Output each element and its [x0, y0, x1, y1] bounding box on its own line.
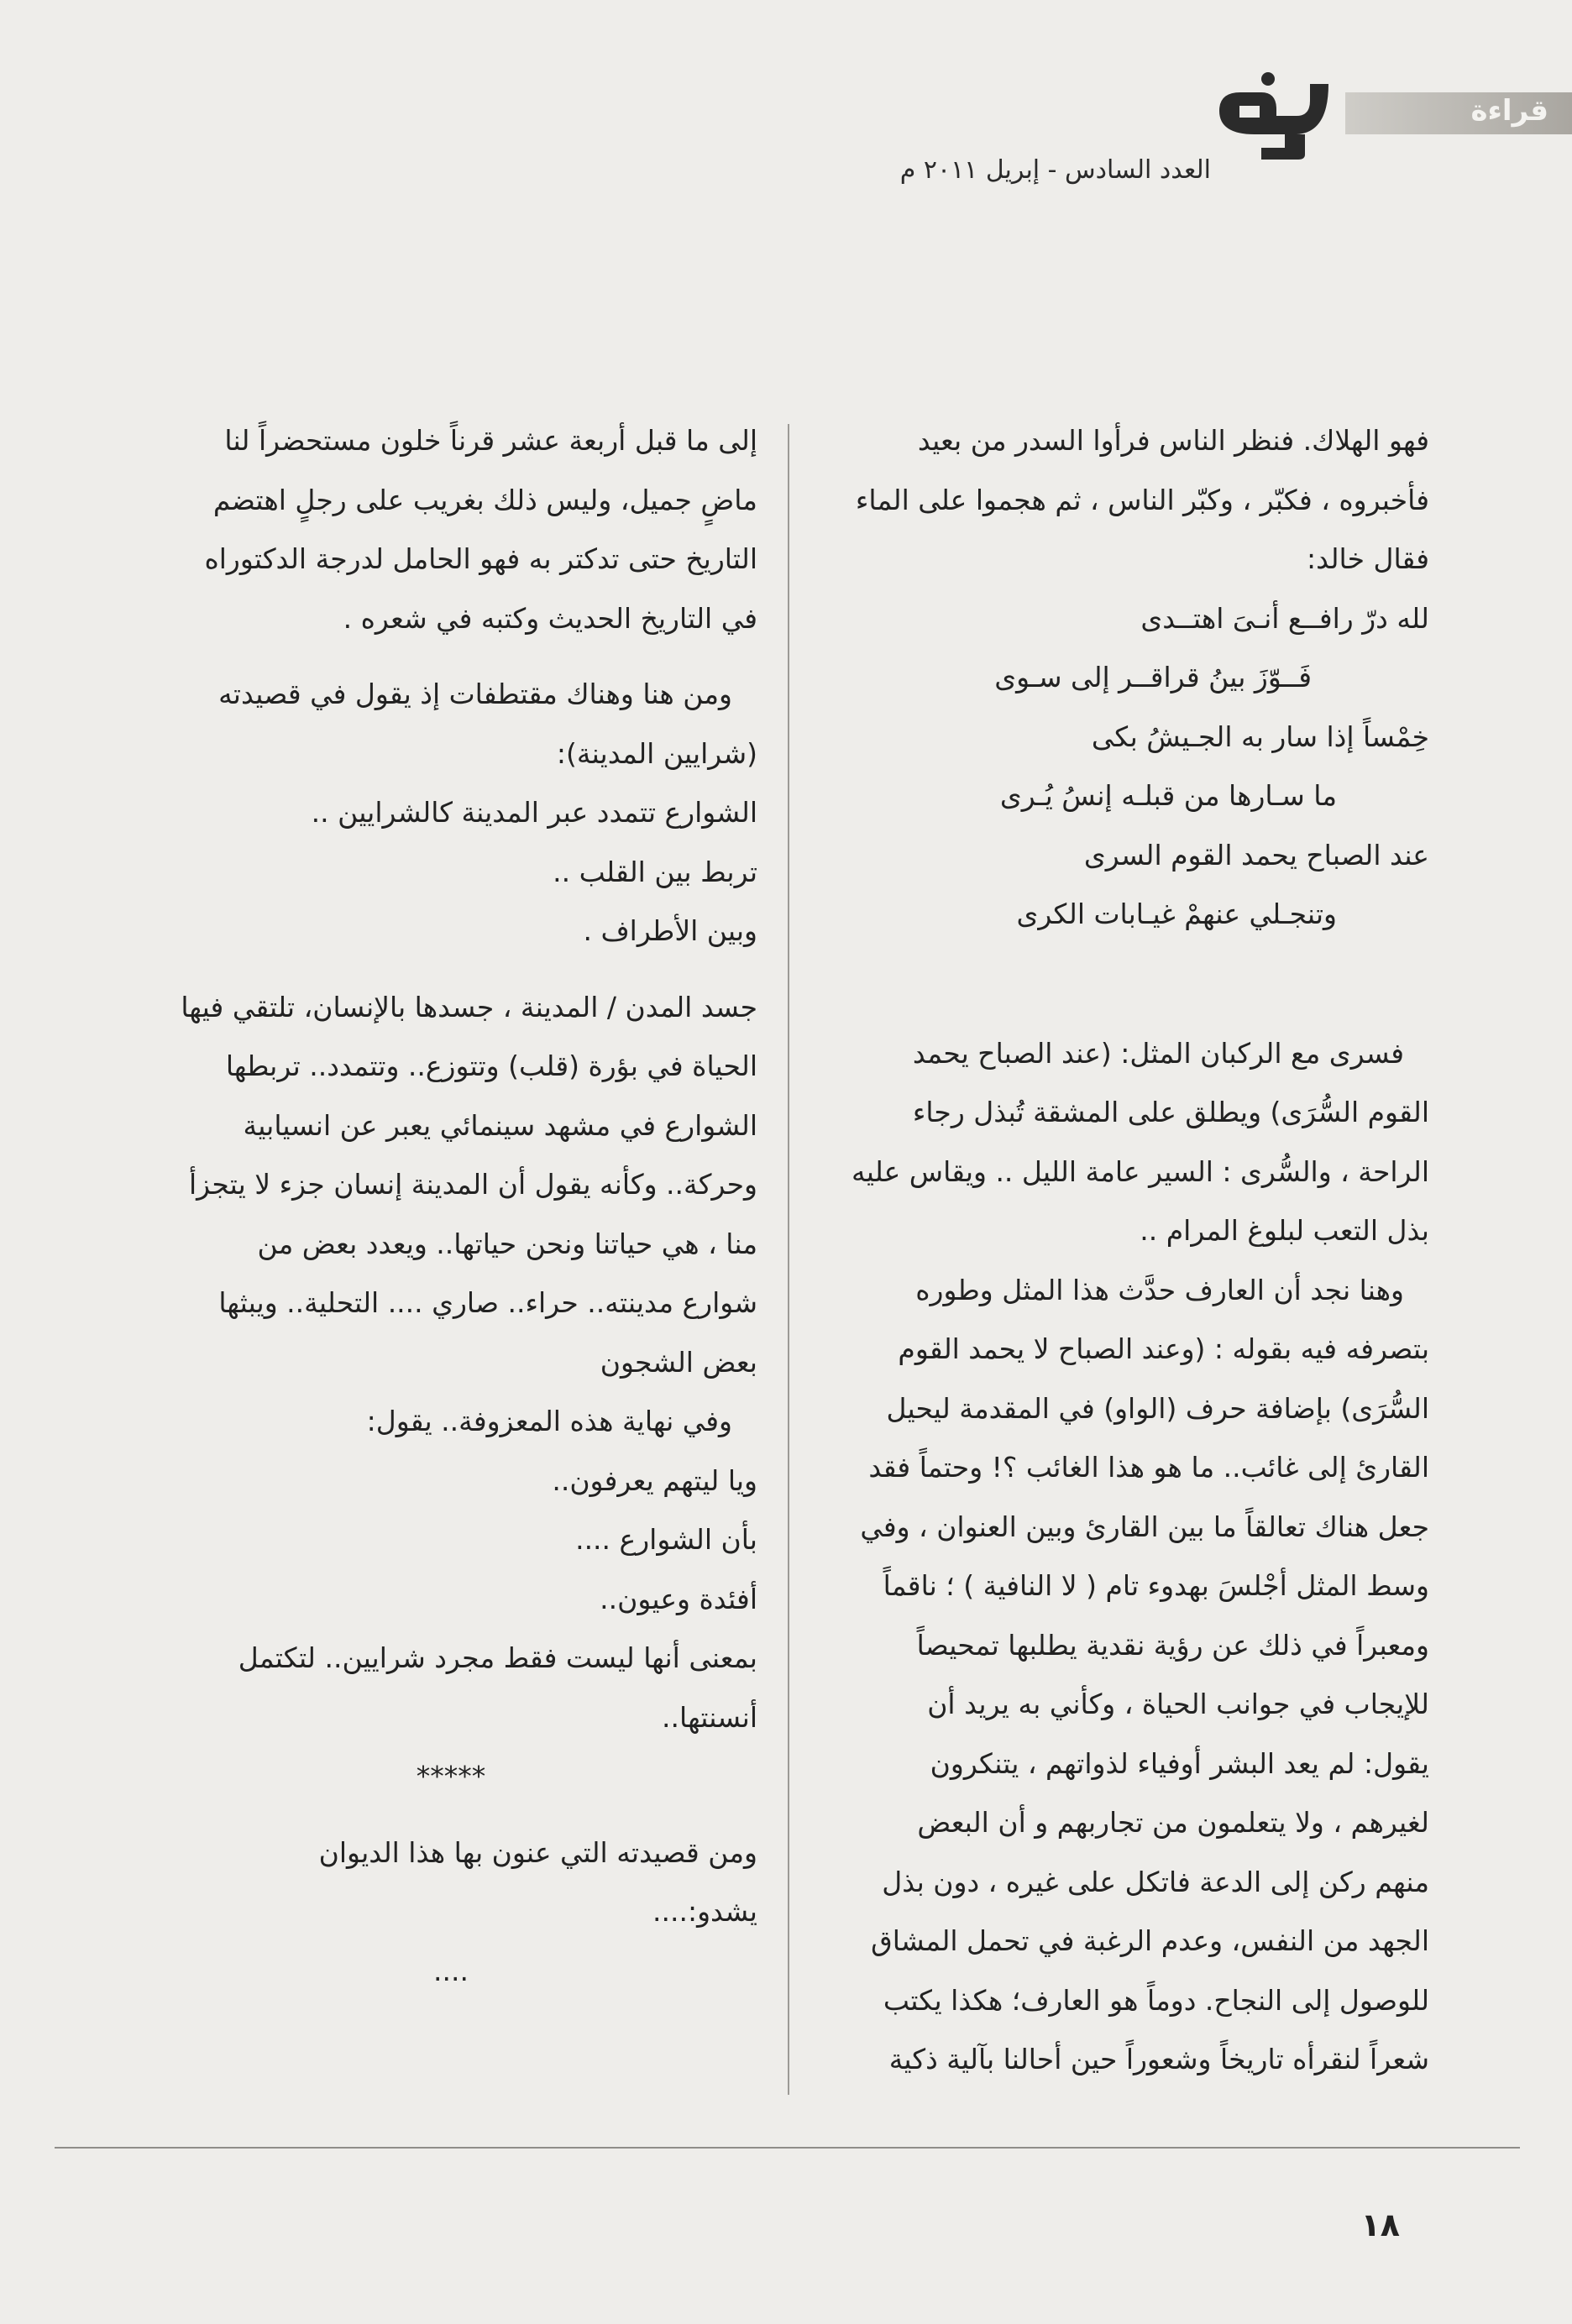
text-line: يشدو:.... [652, 1895, 757, 1928]
poem-line: فَــوّزَ بينُ قراقــر إلى سـوى [994, 661, 1312, 694]
text-line: وحركة.. وكأنه يقول أن المدينة إنسان جزء لا يتجزأ [188, 1168, 757, 1201]
text-line: القوم السُّرَى) ويطلق على المشقة تُبذل رجاء [912, 1096, 1429, 1128]
text-line: جسد المدن / المدينة ، جسدها بالإنسان، تلتقي فيها [181, 990, 757, 1023]
quote-line: وبين الأطراف . [583, 914, 757, 947]
spacer [144, 961, 757, 978]
section-title: قراءة [1470, 94, 1548, 128]
text-line: منهم ركن إلى الدعة فاتكل على غيره ، دون بذل [882, 1865, 1429, 1898]
poem-line: ما سـارها من قبلـه إنسُ يُـرى [999, 779, 1337, 812]
text-line: منا ، هي حياتنا ونحن حياتها.. ويعدد بعض من [257, 1227, 757, 1260]
text-line: في التاريخ الحديث وكتبه في شعره . [343, 601, 757, 635]
text-line: ومعبراً في ذلك عن رؤية نقدية يطلبها تمحيصاً [916, 1628, 1429, 1662]
text-line: الشوارع في مشهد سينمائي يعبر عن انسيابية [243, 1108, 757, 1142]
text-line: .... [433, 1954, 469, 1987]
quote-line: الشوارع تتمدد عبر المدينة كالشرايين .. [311, 796, 757, 829]
text-line: فسرى مع الركبان المثل: (عند الصباح يحمد [912, 1036, 1404, 1070]
magazine-logo [1203, 67, 1345, 160]
text-line: السُّرَى) بإضافة حرف (الواو) في المقدمة ليحيل [886, 1391, 1429, 1425]
text-line: فقال خالد: [1307, 542, 1429, 575]
masthead [1186, 59, 1572, 168]
text-line: بتصرفه فيه بقوله : (وعند الصباح لا يحمد القوم [898, 1332, 1429, 1365]
quote-line: بأن الشوارع .... [575, 1523, 757, 1556]
text-line: للإيجاب في جوانب الحياة ، وكأني به يريد أن [927, 1688, 1429, 1720]
text-line: الجهد من النفس، وعدم الرغبة في تحمل المشاق [871, 1924, 1429, 1957]
text-line: ماضٍ جميل، وليس ذلك بغريب على رجلٍ اهتضم [212, 483, 757, 516]
text-line: أنسنتها.. [662, 1700, 757, 1734]
text-line: شوارع مدينته.. حراء.. صاري .... التحلية.. ويبثها [218, 1286, 757, 1319]
text-line: يقول: لم يعد البشر أوفياء لذواتهم ، يتنكرون [930, 1746, 1429, 1780]
spacer [144, 648, 757, 665]
article-column-left [144, 411, 757, 2001]
text-line: الحياة في بؤرة (قلب) وتتوزع.. وتتمدد.. تربطها [225, 1049, 757, 1082]
text-line: للوصول إلى النجاح. دوماً هو العارف؛ هكذا يكتب [883, 1983, 1429, 2017]
spacer [825, 945, 1429, 1024]
footer-rule [55, 2147, 1520, 2149]
text-line: وفي نهاية هذه المعزوفة.. يقول: [366, 1405, 732, 1437]
poem-line: لله درّ رافــع أنـىَ اهتــدى [1140, 601, 1429, 635]
spacer [144, 1807, 757, 1824]
page-number: ١٨ [1360, 2206, 1400, 2243]
poem-line: خِمْساً إذا سار به الجـيشُ بكى [1091, 720, 1429, 753]
poem-line: وتنجـلي عنهمْ غيـابات الكرى [1016, 898, 1337, 930]
text-line: شعراً لنقرأه تاريخاً وشعوراً حين أحالنا بآلية ذكية [888, 2043, 1429, 2075]
quote-line: ويا ليتهم يعرفون.. [552, 1463, 757, 1497]
poem-line: عند الصباح يحمد القوم السرى [1083, 838, 1429, 872]
text-line: بمعنى أنها ليست فقط مجرد شرايين.. لتكتمل [238, 1641, 757, 1674]
text-line: لغيرهم ، ولا يتعلمون من تجاربهم و أن البعض [917, 1806, 1429, 1839]
text-line: ومن قصيدته التي عنون بها هذا الديوان [318, 1835, 757, 1869]
quote-line: أفئدة وعيون.. [600, 1582, 757, 1615]
section-separator: ***** [416, 1760, 486, 1793]
text-line: التاريخ حتى تدكتر به فهو الحامل لدرجة الدكتوراه [204, 542, 757, 575]
text-line: وهنا نجد أن العارف حدَّث هذا المثل وطوره [915, 1273, 1404, 1306]
text-line: بعض الشجون [600, 1345, 757, 1379]
text-line: وسط المثل أجْلسَ بهدوء تام ( لا النافية ) ؛ ناقماً [883, 1569, 1429, 1602]
text-line: بذل التعب لبلوغ المرام .. [1140, 1214, 1429, 1247]
text-line: إلى ما قبل أربعة عشر قرناً خلون مستحضراً لنا [224, 424, 757, 457]
text-line: ومن هنا وهناك مقتطفات إذ يقول في قصيدته [218, 678, 732, 710]
text-line: فأخبروه ، فكبّر ، وكبّر الناس ، ثم هجموا على الماء [855, 483, 1429, 516]
article-column-right [825, 411, 1429, 2090]
text-line: الراحة ، والسُّرى : السير عامة الليل .. ويقاس عليه [852, 1154, 1429, 1188]
issue-info: العدد السادس - إبريل ٢٠١١ م [899, 155, 1211, 185]
text-line: (شرايين المدينة): [556, 736, 757, 770]
text-line: فهو الهلاك. فنظر الناس فرأوا السدر من بعيد [917, 424, 1429, 457]
column-divider [788, 424, 789, 2095]
text-line: جعل هناك تعالقاً ما بين القارئ وبين العنوان ، وفي [860, 1510, 1429, 1543]
text-line: القارئ إلى غائب.. ما هو هذا الغائب ؟! وحتماً فقد [868, 1451, 1429, 1484]
quote-line: تربط بين القلب .. [553, 855, 757, 888]
